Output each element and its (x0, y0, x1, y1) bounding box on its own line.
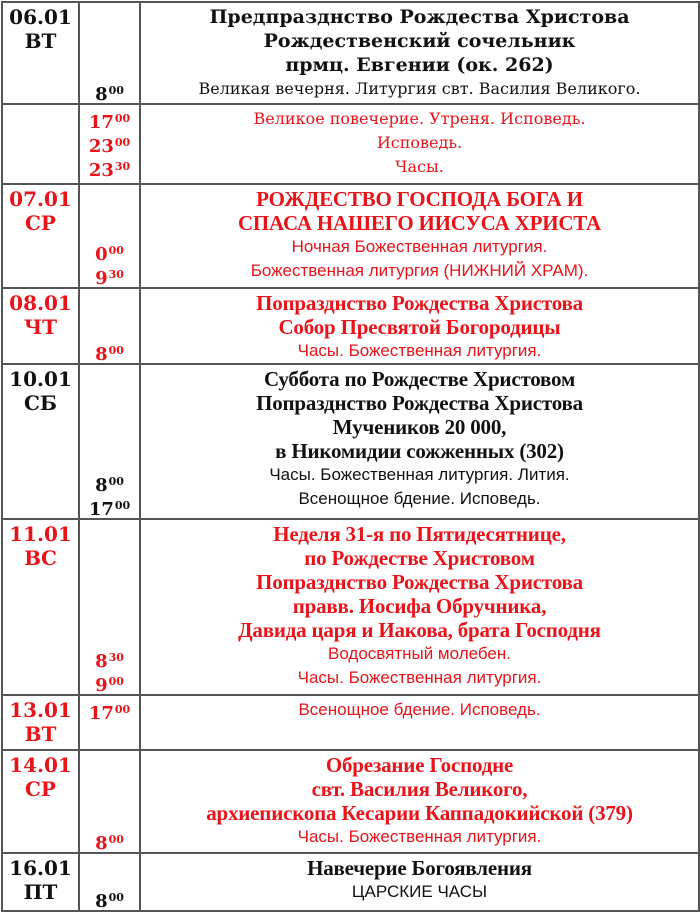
service-time (80, 886, 139, 910)
time-hour: 17 (88, 499, 114, 520)
date: 11.01 (9, 522, 72, 546)
feast-title: прмц. Евгении (ок. 262) (285, 54, 554, 76)
time-hour: 23 (88, 160, 114, 181)
time-cell (79, 288, 140, 364)
time-hour: 8 (95, 344, 108, 365)
time-cell (79, 519, 140, 695)
weekday: СБ (23, 391, 57, 415)
service-time (80, 239, 139, 263)
time-minutes: 30 (108, 268, 124, 281)
time-hour: 8 (95, 475, 108, 496)
service-time (80, 79, 139, 103)
schedule-row (2, 288, 699, 364)
time-minutes: 00 (108, 475, 124, 488)
schedule-row (2, 853, 699, 911)
feast-title: Рождественский сочельник (263, 30, 576, 52)
service-time (80, 494, 139, 518)
time-cell (79, 2, 140, 104)
weekday: СР (25, 211, 56, 235)
schedule-row (2, 519, 699, 695)
date-cell (2, 104, 79, 184)
schedule-row (2, 364, 699, 519)
date: 14.01 (9, 753, 72, 777)
service-description: Часы. Божественная литургия. Лития. (269, 465, 570, 484)
time-minutes: 00 (108, 675, 124, 688)
time-minutes: 00 (114, 703, 131, 716)
service-time (80, 155, 139, 179)
feast-title: архиепископа Кесарии Каппадокийской (379) (206, 801, 633, 825)
date-cell (2, 750, 79, 853)
description-cell (140, 364, 699, 519)
weekday: СР (25, 777, 56, 801)
schedule-row (2, 104, 699, 184)
feast-title: РОЖДЕСТВО ГОСПОДА БОГА И (256, 187, 583, 211)
service-description: Ночная Божественная литургия. (291, 237, 548, 256)
feast-title: в Никомидии сожженных (302) (275, 439, 564, 463)
time-hour: 8 (95, 891, 108, 912)
time-cell (79, 695, 140, 750)
date: 06.01 (9, 5, 72, 29)
service-description: ЦАРСКИЕ ЧАСЫ (351, 882, 488, 901)
date-cell (2, 695, 79, 750)
time-hour: 23 (88, 136, 114, 157)
time-minutes: 00 (108, 244, 124, 257)
time-minutes: 00 (108, 84, 124, 97)
schedule-row (2, 184, 699, 288)
time-minutes: 00 (108, 833, 124, 846)
date-cell (2, 853, 79, 911)
description-cell (140, 184, 699, 288)
date: 10.01 (9, 367, 72, 391)
feast-title: Предпразднство Рождества Христова (209, 6, 630, 28)
time-minutes: 00 (108, 344, 124, 357)
feast-title: Мучеников 20 000, (332, 415, 507, 439)
feast-title: Попразднство Рождества Христова (256, 391, 583, 415)
feast-title: Попразднство Рождества Христова (256, 570, 583, 594)
schedule-body (2, 2, 699, 911)
feast-title: по Рождестве Христовом (304, 546, 535, 570)
description-cell (140, 750, 699, 853)
time-hour: 9 (95, 268, 108, 289)
service-description: Исповедь. (376, 133, 463, 152)
feast-title: правв. Иосифа Обручника, (292, 594, 547, 618)
weekday: ПТ (23, 880, 58, 904)
service-time (80, 263, 139, 287)
feast-title: Неделя 31-я по Пятидесятнице, (273, 522, 566, 546)
service-time (80, 107, 139, 131)
description-cell (140, 853, 699, 911)
time-minutes: 00 (108, 891, 124, 904)
service-description: Часы. Божественная литургия. (297, 827, 542, 846)
feast-title: Давида царя и Иакова, брата Господня (238, 618, 601, 642)
time-cell (79, 104, 140, 184)
time-cell (79, 184, 140, 288)
service-description: Часы. Божественная литургия. (297, 341, 542, 360)
weekday: ВТ (24, 722, 57, 746)
time-hour: 17 (88, 703, 114, 724)
service-time (80, 670, 139, 694)
service-time (80, 339, 139, 363)
time-hour: 8 (95, 651, 108, 672)
service-time (80, 131, 139, 155)
description-cell (140, 2, 699, 104)
time-minutes: 30 (108, 651, 124, 664)
feast-title: Суббота по Рождестве Христовом (263, 367, 576, 391)
date-cell (2, 288, 79, 364)
service-description: Великое повечерие. Утреня. Исповедь. (253, 109, 586, 128)
service-time (80, 698, 139, 722)
date-cell (2, 364, 79, 519)
time-minutes: 00 (114, 499, 131, 512)
service-time (80, 646, 139, 670)
service-description: Божественная литургия (НИЖНИЙ ХРАМ). (250, 261, 589, 280)
service-time (80, 828, 139, 852)
feast-title: Попразднство Рождества Христова (256, 291, 583, 315)
service-description: Часы. (395, 157, 444, 176)
feast-title: свт. Василия Великого, (311, 777, 528, 801)
weekday: ВС (24, 546, 57, 570)
feast-title: СПАСА НАШЕГО ИИСУСА ХРИСТА (237, 211, 602, 235)
date: 13.01 (9, 698, 72, 722)
time-hour: 8 (95, 833, 108, 854)
service-time (80, 470, 139, 494)
weekday: ЧТ (23, 315, 58, 339)
time-hour: 8 (95, 84, 108, 105)
service-description: Часы. Божественная литургия. (297, 668, 542, 687)
time-minutes: 00 (114, 112, 131, 125)
description-cell (140, 104, 699, 184)
date: 07.01 (9, 187, 72, 211)
date: 16.01 (9, 856, 72, 880)
feast-title: Собор Пресвятой Богородицы (278, 315, 561, 339)
time-minutes: 30 (114, 160, 131, 173)
description-cell (140, 288, 699, 364)
weekday: ВТ (24, 29, 57, 53)
service-description: Водосвятный молебен. (327, 644, 511, 663)
time-cell (79, 750, 140, 853)
schedule-row (2, 2, 699, 104)
time-minutes: 00 (114, 136, 131, 149)
date-cell (2, 2, 79, 104)
service-description: Великая вечерня. Литургия свт. Василия Великого. (198, 79, 641, 98)
description-cell (140, 695, 699, 750)
date-cell (2, 519, 79, 695)
schedule-row (2, 750, 699, 853)
time-hour: 9 (95, 675, 108, 696)
feast-title: Обрезание Господне (325, 753, 514, 777)
date: 08.01 (9, 291, 72, 315)
service-description: Всенощное бдение. Исповедь. (298, 700, 541, 719)
time-cell (79, 364, 140, 519)
service-description: Всенощное бдение. Исповедь. (298, 489, 541, 508)
schedule-row (2, 695, 699, 750)
date-cell (2, 184, 79, 288)
description-cell (140, 519, 699, 695)
time-cell (79, 853, 140, 911)
feast-title: Навечерие Богоявления (307, 856, 532, 880)
time-hour: 17 (88, 112, 114, 133)
time-hour: 0 (95, 244, 108, 265)
schedule-table (1, 1, 700, 912)
